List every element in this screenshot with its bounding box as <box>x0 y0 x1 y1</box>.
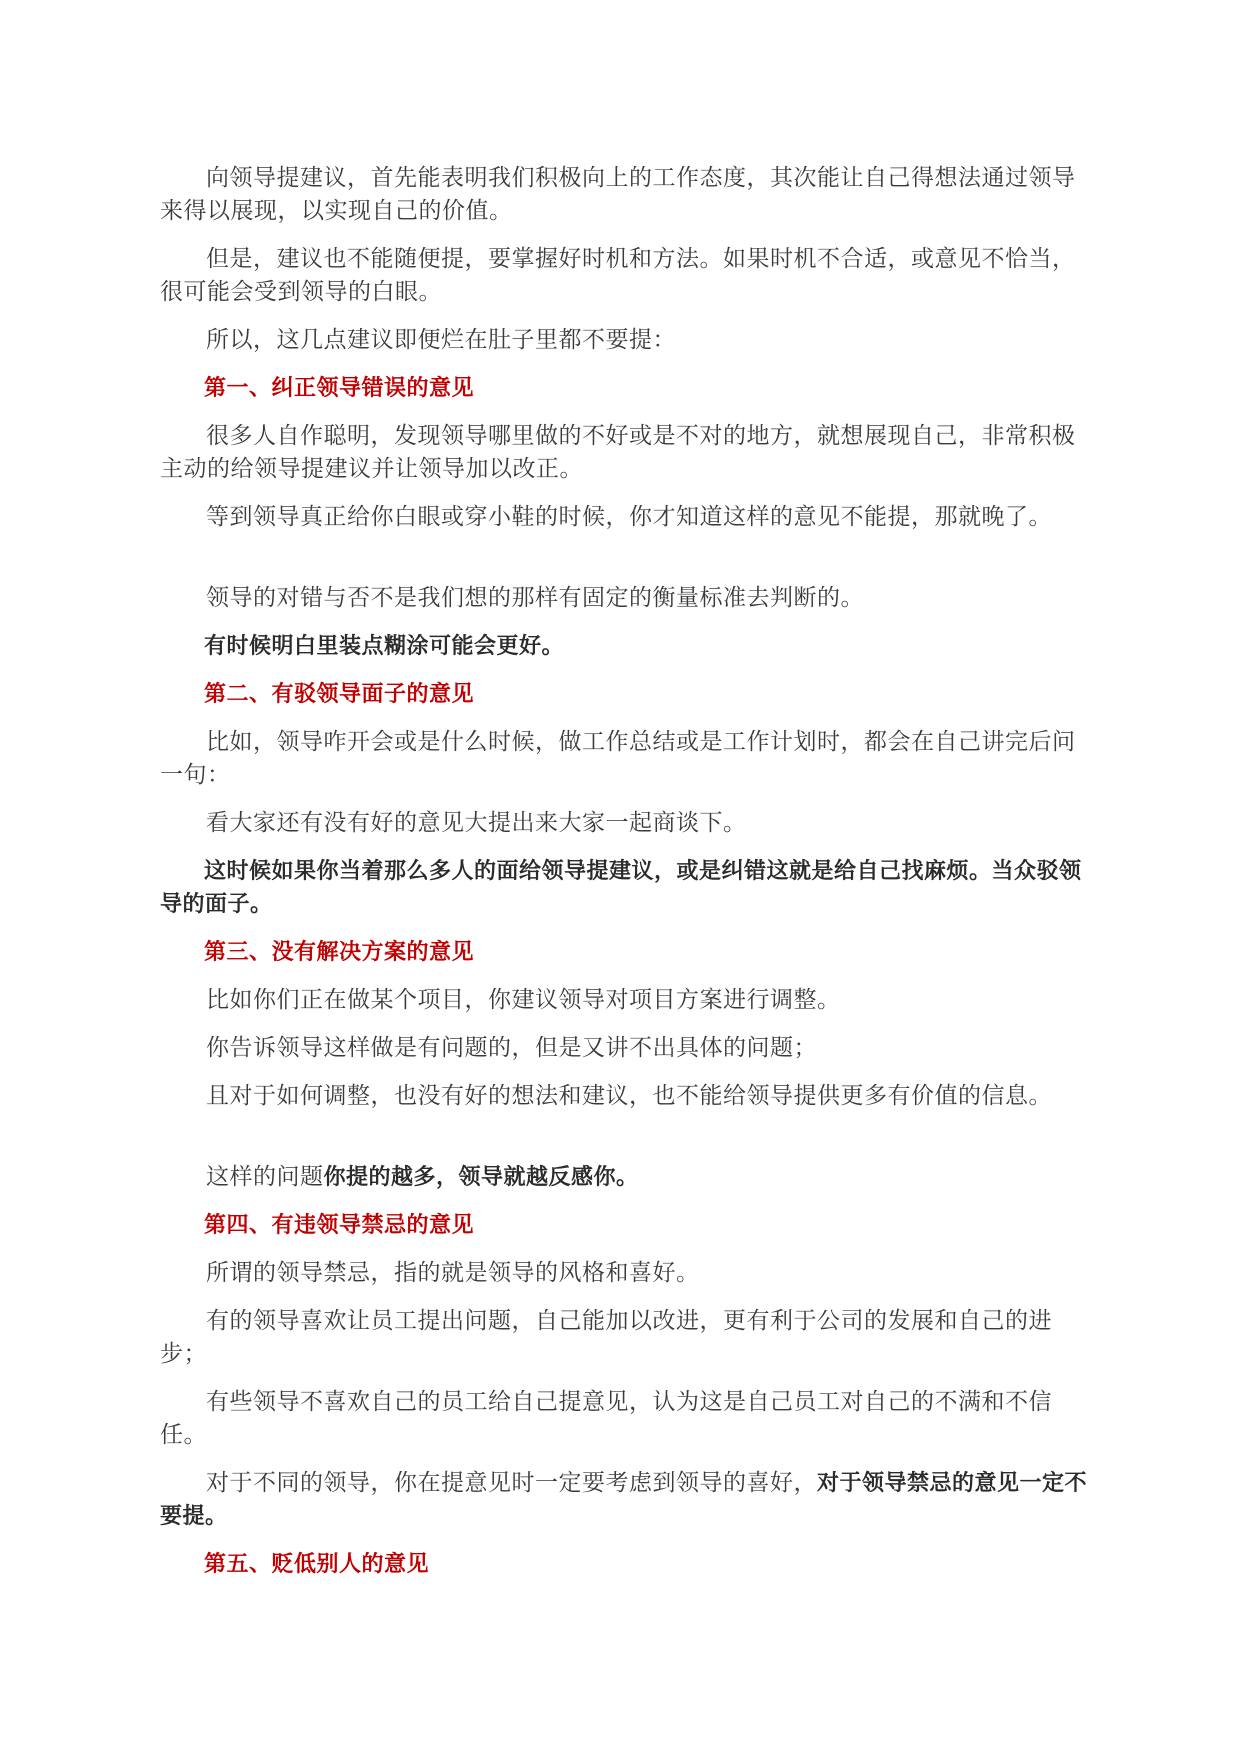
paragraph-intro-1: 向领导提建议，首先能表明我们积极向上的工作态度，其次能让自己得想法通过领导来得以展现，以实现自己的价值。 <box>160 165 1076 224</box>
paragraph-emphasis: 有时候明白里装点糊涂可能会更好。 <box>204 634 565 659</box>
paragraph: 有的领导喜欢让员工提出问题，自己能加以改进，更有利于公司的发展和自己的进步； <box>160 1308 1052 1367</box>
paragraph: 比如，领导咋开会或是什么时候，做工作总结或是工作计划时，都会在自己讲完后问一句： <box>160 729 1076 788</box>
section-heading-1: 第一、纠正领导错误的意见 <box>204 376 475 401</box>
paragraph-emphasis-text: 你提的越多，领导就越反感你。 <box>323 1165 639 1190</box>
paragraph-mixed <box>160 1467 1088 1533</box>
paragraph: 看大家还有没有好的意见大提出来大家一起商谈下。 <box>206 810 747 836</box>
paragraph: 你告诉领导这样做是有问题的，但是又讲不出具体的问题； <box>206 1035 817 1061</box>
paragraph: 有些领导不喜欢自己的员工给自己提意见，认为这是自己员工对自己的不满和不信任。 <box>160 1389 1052 1448</box>
paragraph-mixed <box>160 1161 1088 1194</box>
paragraph: 且对于如何调整，也没有好的想法和建议，也不能给领导提供更多有价值的信息。 <box>206 1083 1052 1109</box>
paragraph: 所谓的领导禁忌，指的就是领导的风格和喜好。 <box>206 1260 700 1286</box>
section-heading-3: 第三、没有解决方案的意见 <box>204 940 475 965</box>
paragraph: 比如你们正在做某个项目，你建议领导对项目方案进行调整。 <box>206 987 841 1013</box>
section-heading-5: 第五、贬低别人的意见 <box>204 1552 430 1577</box>
paragraph: 等到领导真正给你白眼或穿小鞋的时候，你才知道这样的意见不能提，那就晚了。 <box>206 504 1052 530</box>
section-heading-4: 第四、有违领导禁忌的意见 <box>204 1213 475 1238</box>
paragraph: 领导的对错与否不是我们想的那样有固定的衡量标准去判断的。 <box>206 585 864 611</box>
paragraph-emphasis: 这时候如果你当着那么多人的面给领导提建议，或是纠错这就是给自己找麻烦。当众驳领导的面子。 <box>160 859 1082 917</box>
document-body <box>160 162 1088 1596</box>
paragraph-text: 这样的问题 <box>206 1164 324 1190</box>
section-heading-2: 第二、有驳领导面子的意见 <box>204 682 475 707</box>
paragraph-intro-2: 但是，建议也不能随便提，要掌握好时机和方法。如果时机不合适，或意见不恰当，很可能会受到领导的白眼。 <box>160 246 1076 305</box>
paragraph-text: 对于不同的领导，你在提意见时一定要考虑到领导的喜好， <box>206 1470 817 1496</box>
paragraph-intro-3: 所以，这几点建议即便烂在肚子里都不要提： <box>206 327 676 353</box>
paragraph-emphasis-text: 对于领导禁忌的意见一定不要提。 <box>160 1471 1088 1529</box>
paragraph: 很多人自作聪明，发现领导哪里做的不好或是不对的地方，就想展现自己，非常积极主动的给领导提建议并让领导加以改正。 <box>160 423 1076 482</box>
